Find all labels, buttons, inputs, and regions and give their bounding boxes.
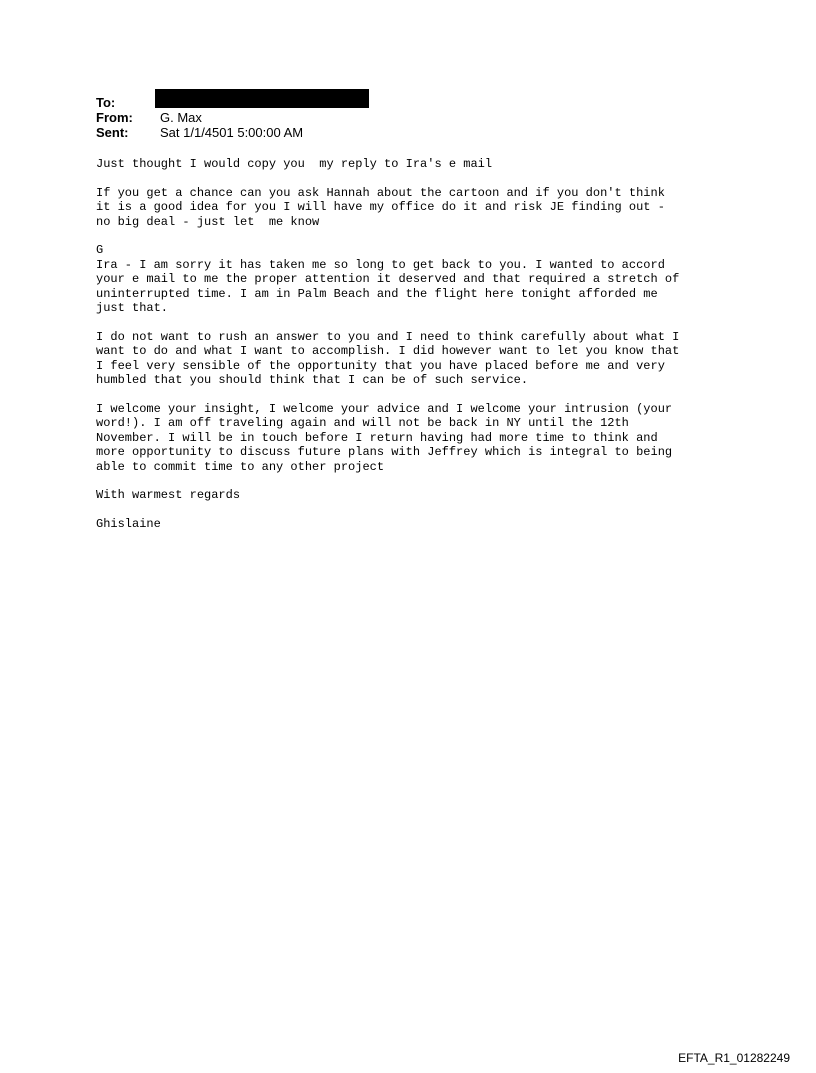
body-paragraph: I welcome your insight, I welcome your advice and I welcome your intrusion (your word!). I am off traveling again and will not be back in NY until the 12th November. I will be in touch before I return having had more time to think and more opportunity to discuss future plans with Jeffrey which is integral to being able to commit time to any other project	[96, 401, 673, 474]
body-paragraph: With warmest regards	[96, 488, 241, 503]
sent-row	[96, 125, 303, 140]
body-paragraph: If you get a chance can you ask Hannah about the cartoon and if you don't think it is a good idea for you I will have my office do it and risk JE finding out - no big deal - just let me know	[96, 185, 665, 229]
paragraph-spacer	[96, 315, 776, 329]
body-paragraph: Ghislaine	[96, 517, 161, 532]
paragraph-spacer	[96, 229, 776, 243]
email-header	[96, 95, 303, 140]
to-row	[96, 95, 303, 110]
redaction-bar	[155, 89, 369, 108]
from-label: From:	[96, 110, 133, 125]
from-value: G. Max	[160, 110, 202, 125]
paragraph-spacer	[96, 503, 776, 517]
paragraph-spacer	[96, 388, 776, 402]
body-paragraph: Just thought I would copy you my reply to Ira's e mail	[96, 157, 493, 171]
email-body	[96, 157, 776, 532]
paragraph-spacer	[96, 171, 776, 185]
document-id: EFTA_R1_01282249	[678, 1051, 790, 1065]
sent-label: Sent:	[96, 125, 129, 140]
sent-value: Sat 1/1/4501 5:00:00 AM	[160, 125, 304, 140]
paragraph-spacer	[96, 474, 776, 488]
body-paragraph: G Ira - I am sorry it has taken me so long to get back to you. I wanted to accord your e mail to me the proper attention it deserved and that required a stretch of uninterrupted time. I am in Palm Beach and the flight here tonight afforded me just that.	[96, 243, 680, 316]
body-paragraph: I do not want to rush an answer to you and I need to think carefully about what I want to do and what I want to accomplish. I did however want to let you know that I feel very sensible of the opportunity that you have placed before me and very humbled that you should think that I can be of such service.	[96, 329, 680, 388]
from-row	[96, 110, 303, 125]
to-label: To:	[96, 95, 116, 110]
